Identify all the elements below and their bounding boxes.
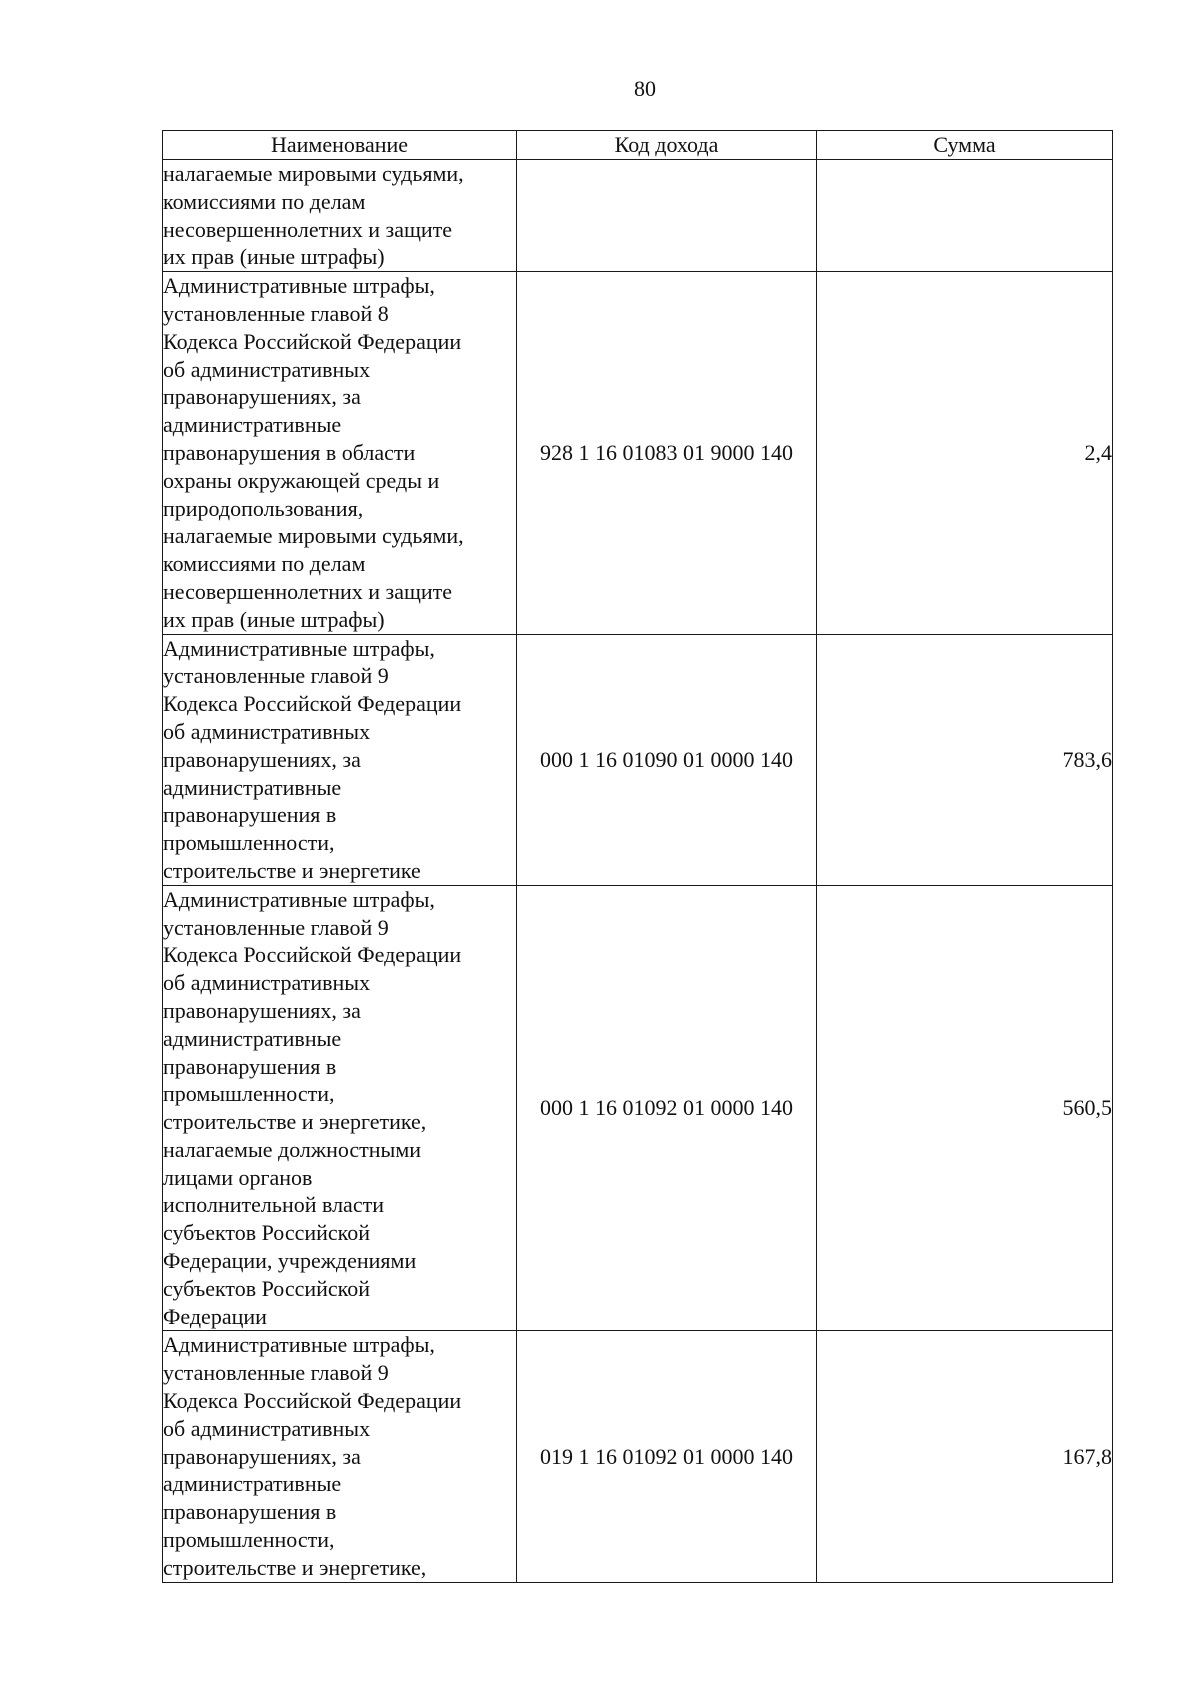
table-row <box>163 634 1113 885</box>
cell-code: 000 1 16 01092 01 0000 140 <box>517 885 817 1331</box>
cell-sum <box>817 160 1113 272</box>
cell-name <box>163 885 517 1331</box>
table-header-row <box>163 131 1113 160</box>
cell-name <box>163 1331 517 1582</box>
name-line: правонарушениях, за <box>163 1443 361 1469</box>
name-line: лицами органов <box>163 1164 313 1190</box>
name-line: Кодекса Российской Федерации <box>163 328 462 354</box>
cell-code: 019 1 16 01092 01 0000 140 <box>517 1331 817 1582</box>
name-line: охраны окружающей среды и <box>163 467 440 493</box>
name-line: налагаемые мировыми судьями, <box>163 161 464 186</box>
table-row <box>163 885 1113 1331</box>
header-sum: Сумма <box>817 131 1113 160</box>
name-line: Кодекса Российской Федерации <box>163 942 462 968</box>
name-line: субъектов Российской <box>163 1220 371 1246</box>
name-line: их прав (иные штрафы) <box>163 244 385 270</box>
name-line: промышленности, <box>163 1081 335 1107</box>
cell-code <box>517 160 817 272</box>
name-line: правонарушениях, за <box>163 746 361 772</box>
name-line: административные <box>163 1025 342 1051</box>
name-line: их прав (иные штрафы) <box>163 606 385 632</box>
name-line: Кодекса Российской Федерации <box>163 1388 462 1414</box>
name-line: об административных <box>163 718 371 744</box>
name-line: правонарушения в области <box>163 439 416 465</box>
name-line: установленные главой 9 <box>163 663 389 689</box>
name-line: установленные главой 9 <box>163 914 389 940</box>
name-line: правонарушения в <box>163 802 337 828</box>
cell-name <box>163 160 517 272</box>
name-line: правонарушениях, за <box>163 997 361 1023</box>
name-line: Федерации <box>163 1303 267 1329</box>
name-line: правонарушениях, за <box>163 384 361 410</box>
revenue-table <box>162 130 1113 1583</box>
cell-code: 928 1 16 01083 01 9000 140 <box>517 272 817 634</box>
name-line: Административные штрафы, <box>163 273 435 299</box>
name-line: Административные штрафы, <box>163 635 435 661</box>
cell-name <box>163 634 517 885</box>
name-line: налагаемые должностными <box>163 1136 422 1162</box>
name-line: строительстве и энергетике <box>163 857 421 883</box>
name-line: правонарушения в <box>163 1499 337 1525</box>
cell-name <box>163 272 517 634</box>
name-line: комиссиями по делам <box>163 188 366 214</box>
name-line: субъектов Российской <box>163 1275 371 1301</box>
name-line: исполнительной власти <box>163 1192 384 1218</box>
header-code: Код дохода <box>517 131 817 160</box>
name-line: об административных <box>163 970 371 996</box>
header-name: Наименование <box>163 131 517 160</box>
name-line: установленные главой 8 <box>163 300 389 326</box>
table-row <box>163 1331 1113 1582</box>
name-line: установленные главой 9 <box>163 1360 389 1386</box>
name-line: Кодекса Российской Федерации <box>163 691 462 717</box>
name-line: строительстве и энергетике, <box>163 1109 427 1135</box>
name-line: строительстве и энергетике, <box>163 1554 427 1580</box>
page-number: 80 <box>634 76 656 101</box>
name-line: несовершеннолетних и защите <box>163 216 453 242</box>
name-line: административные <box>163 412 342 438</box>
name-line: Федерации, учреждениями <box>163 1248 417 1274</box>
name-line: об административных <box>163 1415 371 1441</box>
name-line: несовершеннолетних и защите <box>163 578 453 604</box>
name-line: промышленности, <box>163 1527 335 1553</box>
cell-sum: 2,4 <box>817 272 1113 634</box>
table-row <box>163 272 1113 634</box>
cell-sum: 783,6 <box>817 634 1113 885</box>
name-line: административные <box>163 774 342 800</box>
cell-code: 000 1 16 01090 01 0000 140 <box>517 634 817 885</box>
name-line: Административные штрафы, <box>163 1332 435 1358</box>
name-line: налагаемые мировыми судьями, <box>163 523 464 549</box>
table-body <box>163 160 1113 1583</box>
cell-sum: 560,5 <box>817 885 1113 1331</box>
name-line: Административные штрафы, <box>163 886 435 912</box>
name-line: природопользования, <box>163 495 364 521</box>
name-line: правонарушения в <box>163 1053 337 1079</box>
name-line: об административных <box>163 356 371 382</box>
name-line: административные <box>163 1471 342 1497</box>
table-row <box>163 160 1113 272</box>
cell-sum: 167,8 <box>817 1331 1113 1582</box>
name-line: комиссиями по делам <box>163 551 366 577</box>
name-line: промышленности, <box>163 830 335 856</box>
